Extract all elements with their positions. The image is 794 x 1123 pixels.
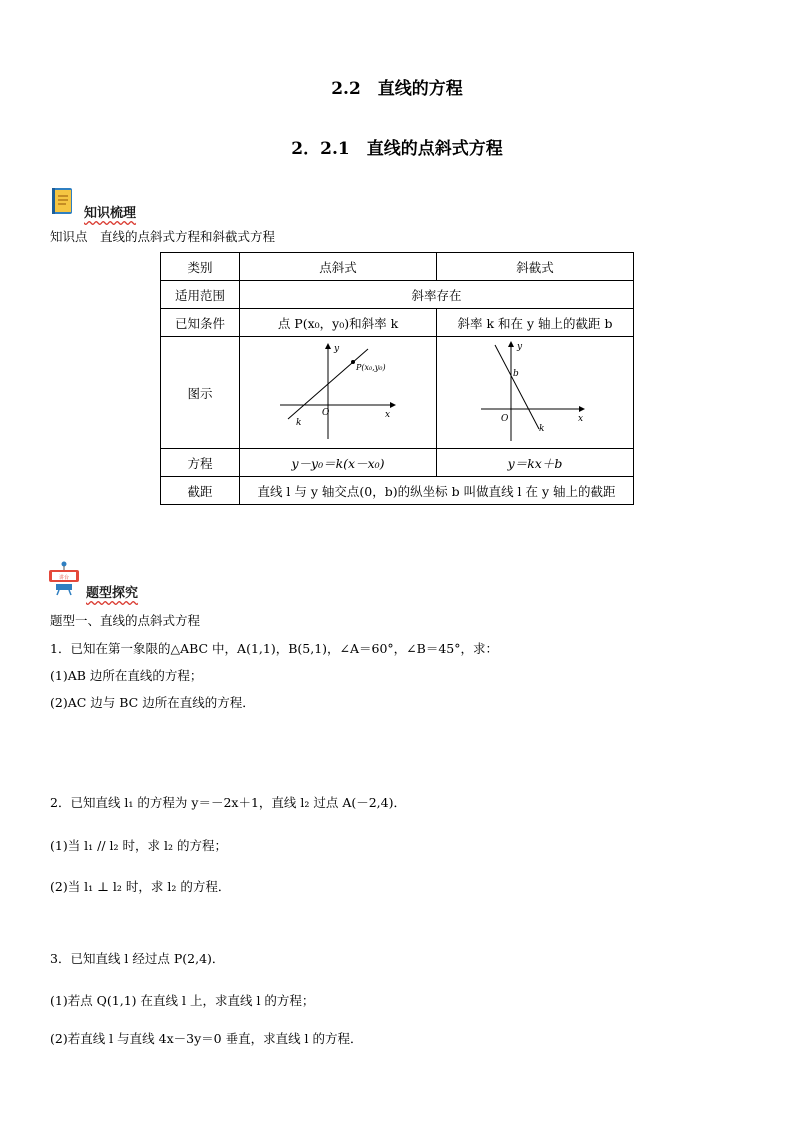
- table-cell: 类别: [161, 253, 240, 281]
- blackboard-icon-text: 讲台: [58, 575, 70, 581]
- problem-3-part-1: (1)若点 Q(1,1) 在直线 l 上，求直线 l 的方程；: [50, 993, 315, 1008]
- table-cell: 方程: [161, 449, 240, 477]
- table-cell: 适用范围: [161, 281, 240, 309]
- problem-2-part-1: (1)当 l₁ // l₂ 时，求 l₂ 的方程；: [50, 838, 227, 853]
- section-question-types-label: 题型探究: [86, 586, 139, 601]
- table-row: [161, 449, 634, 477]
- table-cell: 截距: [161, 477, 240, 505]
- axis-y-label: y: [517, 342, 523, 352]
- section-knowledge-label: 知识梳理: [84, 206, 137, 221]
- problem-1-part-2: (2)AC 边与 BC 边所在直线的方程．: [50, 695, 255, 710]
- problem-1-stem: 1．已知在第一象限的△ABC 中，A(1,1)，B(5,1)，∠A＝60°，∠B＝45°，求：: [50, 641, 498, 656]
- knowledge-table: [160, 252, 634, 505]
- page-title: 2.2 直线的方程: [331, 79, 463, 99]
- table-cell: y－y₀＝k(x－x₀): [240, 449, 437, 477]
- table-cell: 斜截式: [437, 253, 634, 281]
- point-label: P(x₀,y₀): [356, 363, 386, 372]
- table-row: [161, 253, 634, 281]
- table-cell: 已知条件: [161, 309, 240, 337]
- problem-3-stem: 3．已知直线 l 经过点 P(2,4)．: [50, 951, 225, 966]
- table-cell: 直线 l 与 y 轴交点(0，b)的纵坐标 b 叫做直线 l 在 y 轴上的截距: [240, 477, 634, 505]
- problem-1-part-1: (1)AB 边所在直线的方程；: [50, 668, 203, 683]
- table-row: [161, 477, 634, 505]
- table-cell: 图示: [161, 337, 240, 449]
- table-cell: 斜率 k 和在 y 轴上的截距 b: [437, 309, 634, 337]
- type1-title: 题型一、直线的点斜式方程: [50, 613, 201, 628]
- table-cell: y＝kx＋b: [437, 449, 634, 477]
- book-icon: [50, 186, 78, 216]
- knowledge-point-heading: 知识点 直线的点斜式方程和斜截式方程: [50, 229, 276, 244]
- slope-label: k: [539, 424, 545, 434]
- problem-2-part-2: (2)当 l₁ ⊥ l₂ 时，求 l₂ 的方程．: [50, 879, 231, 894]
- axis-x-label: x: [578, 414, 584, 424]
- origin-label: O: [322, 408, 330, 418]
- intercept-label: b: [513, 369, 519, 379]
- axis-y-label: y: [334, 344, 340, 354]
- diagram-point-slope: [240, 337, 437, 449]
- table-row: [161, 281, 634, 309]
- page-subtitle: 2．2.1 直线的点斜式方程: [291, 139, 503, 159]
- slope-label: k: [296, 418, 302, 428]
- blackboard-icon: [46, 560, 82, 596]
- table-cell: 斜率存在: [240, 281, 634, 309]
- origin-label: O: [501, 414, 509, 424]
- diagram-slope-intercept: [437, 337, 634, 449]
- table-cell: 点斜式: [240, 253, 437, 281]
- problem-3-part-2: (2)若直线 l 与直线 4x－3y＝0 垂直，求直线 l 的方程．: [50, 1031, 363, 1046]
- table-cell: 点 P(x₀，y₀)和斜率 k: [240, 309, 437, 337]
- axis-x-label: x: [385, 410, 391, 420]
- table-row: [161, 309, 634, 337]
- table-row: [161, 337, 634, 449]
- problem-2-stem: 2．已知直线 l₁ 的方程为 y＝－2x＋1，直线 l₂ 过点 A(－2,4)．: [50, 795, 406, 810]
